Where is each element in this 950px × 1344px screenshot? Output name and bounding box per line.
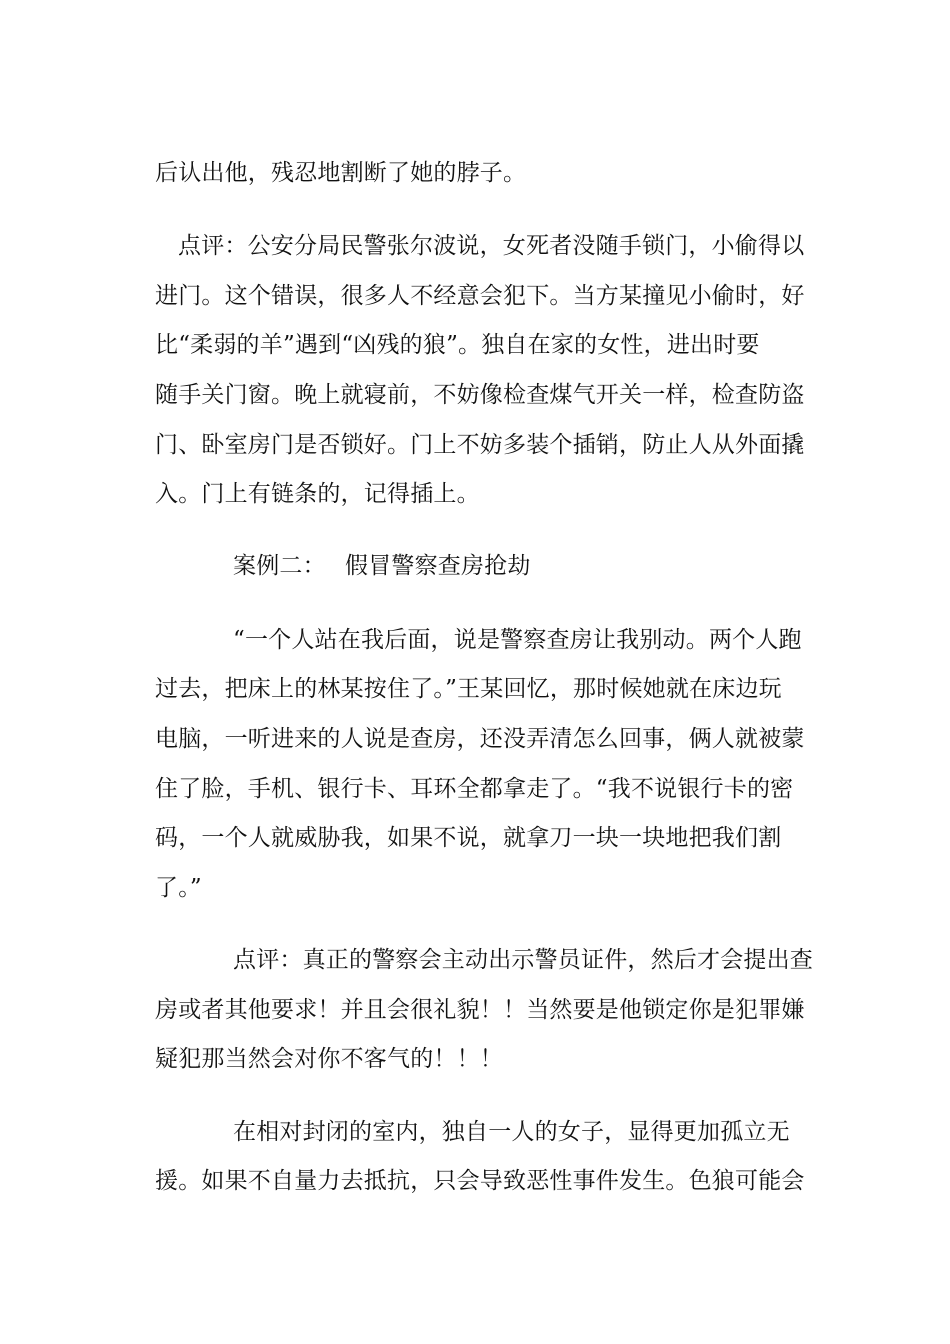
paragraph-line: 码，一个人就威胁我，如果不说，就拿刀一块一块地把我们割	[155, 825, 782, 851]
paragraph-line: 门、卧室房门是否锁好。门上不妨多装个插销，防止人从外面撬	[155, 432, 805, 458]
paragraph-line: 疑犯那当然会对你不客气的！！！	[155, 1046, 503, 1072]
paragraph-line: 比“柔弱的羊”遇到“凶残的狼”。独自在家的女性，进出时要	[155, 332, 760, 358]
paragraph-line: 进门。这个错误，很多人不经意会犯下。当方某撞见小偷时，好	[155, 283, 805, 309]
paragraph-line: 援。如果不自量力去抵抗，只会导致恶性事件发生。色狼可能会	[155, 1168, 805, 1194]
paragraph-line: 入。门上有链条的，记得插上。	[155, 481, 480, 507]
paragraph-line: 后认出他，残忍地割断了她的脖子。	[155, 160, 527, 186]
paragraph-line: 点评：真正的警察会主动出示警员证件，然后才会提出查	[233, 947, 813, 973]
paragraph-line: 住了脸，手机、银行卡、耳环全都拿走了。“我不说银行卡的密	[155, 776, 794, 802]
case-heading-label: 案例二：	[233, 553, 326, 579]
paragraph-line: “一个人站在我后面，说是警察查房让我别动。两个人跑	[233, 627, 802, 653]
case-heading-title: 假冒警察查房抢劫	[345, 553, 531, 579]
paragraph-line: 电脑，一听进来的人说是查房，还没弄清怎么回事，俩人就被蒙	[155, 726, 805, 752]
paragraph-line: 房或者其他要求！并且会很礼貌！！当然要是他锁定你是犯罪嫌	[155, 997, 805, 1023]
paragraph-line: 在相对封闭的室内，独自一人的女子，显得更加孤立无	[233, 1119, 790, 1145]
paragraph-line: 过去，把床上的林某按住了。”王某回忆，那时候她就在床边玩	[155, 676, 782, 702]
paragraph-line: 点评：公安分局民警张尔波说，女死者没随手锁门，小偷得以	[178, 233, 805, 259]
paragraph-line: 了。”	[155, 875, 202, 901]
paragraph-line: 随手关门窗。晚上就寝前，不妨像检查煤气开关一样，检查防盗	[155, 382, 805, 408]
